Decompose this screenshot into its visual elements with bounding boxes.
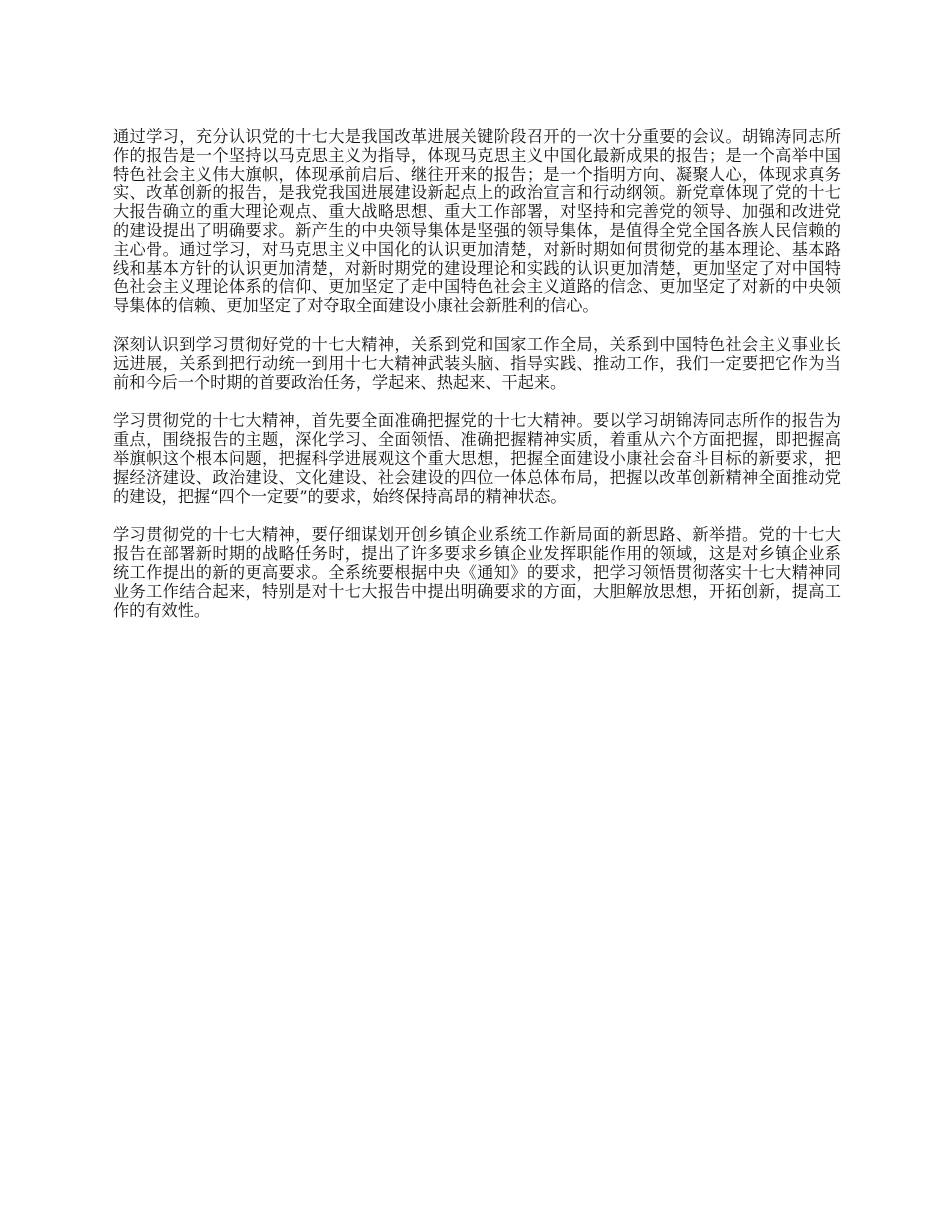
paragraph-3: 学习贯彻党的十七大精神，首先要全面准确把握党的十七大精神。要以学习胡锦涛同志所作的报告为重点，围绕报告的主题，深化学习、全面领悟、准确把握精神实质，着重从六个方面把握，即把握高举旗帜这个根本问题，把握科学进展观这个重大思想，把握全面建设小康社会奋斗目标的新要求，把握经济建设、政治建设、文化建设、社会建设的四位一体总体布局，把握以改革创新精神全面推动党的建设，把握“四个一定要”的要求，始终保持高昂的精神状态。 <box>113 411 841 506</box>
paragraph-1: 通过学习，充分认识党的十七大是我国改革进展关键阶段召开的一次十分重要的会议。胡锦涛同志所作的报告是一个坚持以马克思主义为指导，体现马克思主义中国化最新成果的报告；是一个高举中国特色社会主义伟大旗帜，体现承前启后、继往开来的报告；是一个指明方向、凝聚人心，体现求真务实、改革创新的报告，是我党我国进展建设新起点上的政治宣言和行动纲领。新党章体现了党的十七大报告确立的重大理论观点、重大战略思想、重大工作部署，对坚持和完善党的领导、加强和改进党的建设提出了明确要求。新产生的中央领导集体是坚强的领导集体，是值得全党全国各族人民信赖的主心骨。通过学习，对马克思主义中国化的认识更加清楚，对新时期如何贯彻党的基本理论、基本路线和基本方针的认识更加清楚，对新时期党的建设理论和实践的认识更加清楚，更加坚定了对中国特色社会主义理论体系的信仰、更加坚定了走中国特色社会主义道路的信念、更加坚定了对新的中央领导集体的信赖、更加坚定了对夺取全面建设小康社会新胜利的信心。 <box>113 127 841 316</box>
paragraph-2: 深刻认识到学习贯彻好党的十七大精神，关系到党和国家工作全局，关系到中国特色社会主义事业长远进展，关系到把行动统一到用十七大精神武装头脑、指导实践、推动工作，我们一定要把它作为当前和今后一个时期的首要政治任务，学起来、热起来、干起来。 <box>113 334 841 392</box>
document-body <box>113 128 841 640</box>
paragraph-4: 学习贯彻党的十七大精神，要仔细谋划开创乡镇企业系统工作新局面的新思路、新举措。党的十七大报告在部署新时期的战略任务时，提出了许多要求乡镇企业发挥职能作用的领域，这是对乡镇企业系统工作提出的新的更高要求。全系统要根据中央《通知》的要求，把学习领悟贯彻落实十七大精神同业务工作结合起来，特别是对十七大报告中提出明确要求的方面，大胆解放思想，开拓创新，提高工作的有效性。 <box>113 525 841 620</box>
